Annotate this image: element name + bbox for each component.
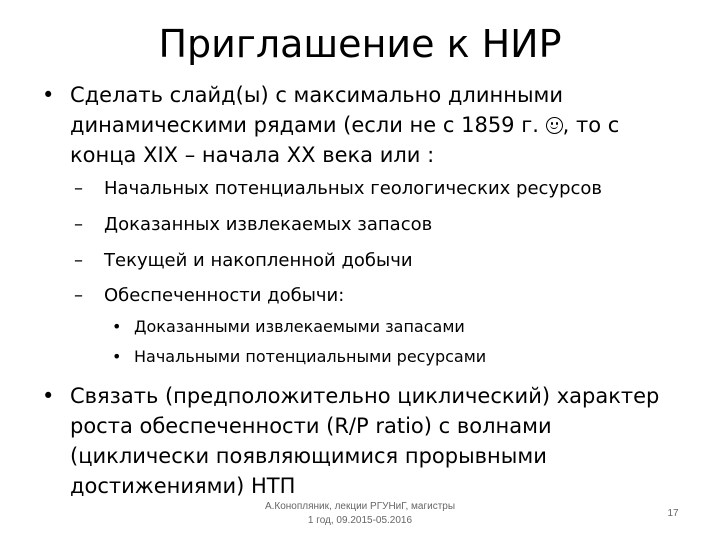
dash-marker: – — [74, 250, 83, 271]
sub-item-4 — [74, 283, 694, 309]
bullet-marker: • — [42, 83, 55, 107]
footer — [250, 500, 470, 528]
footer-line-1: А.Конопляник, лекции РГУНиГ, магистры — [264, 501, 456, 512]
bullet-item-1 — [42, 80, 692, 170]
bullet-marker: • — [112, 347, 122, 366]
sub-item-text: Доказанных извлекаемых запасов — [104, 214, 433, 235]
smiley-icon — [546, 117, 563, 134]
bullet-text-part-2: , то с конца XIX – начала XX века или : — [70, 113, 620, 167]
bullet-marker: • — [42, 384, 55, 408]
page-number: 17 — [667, 508, 679, 519]
sub-sub-item-1 — [112, 316, 672, 338]
bullet-marker: • — [112, 317, 122, 336]
sub-item-3 — [74, 248, 694, 274]
sub-item-text: Начальных потенциальных геологических ресурсов — [104, 178, 603, 199]
sub-item-text: Обеспеченности добычи: — [104, 285, 345, 306]
bullet-item-2 — [42, 381, 692, 501]
sub-item-text: Текущей и накопленной добычи — [104, 250, 413, 271]
bullet-text — [70, 80, 692, 170]
sub-item-1 — [74, 176, 694, 202]
sub-sub-item-text: Начальными потенциальными ресурсами — [134, 347, 487, 366]
sub-item-2 — [74, 212, 694, 238]
bullet-text-part-1: Сделать слайд(ы) с максимально длинными динамическими рядами (если не с 1859 г. — [70, 83, 564, 137]
sub-sub-item-2 — [112, 346, 672, 368]
dash-marker: – — [74, 214, 83, 235]
dash-marker: – — [74, 285, 83, 306]
footer-line-2: 1 год, 09.2015-05.2016 — [307, 515, 413, 526]
slide-title: Приглашение к НИР — [158, 22, 562, 66]
sub-sub-item-text: Доказанными извлекаемыми запасами — [134, 317, 465, 336]
bullet-text: Связать (предположительно циклический) характер роста обеспеченности (R/P ratio) с волнами (циклически появляющимися прорывными достижениями) НТП — [70, 384, 660, 498]
dash-marker: – — [74, 178, 83, 199]
